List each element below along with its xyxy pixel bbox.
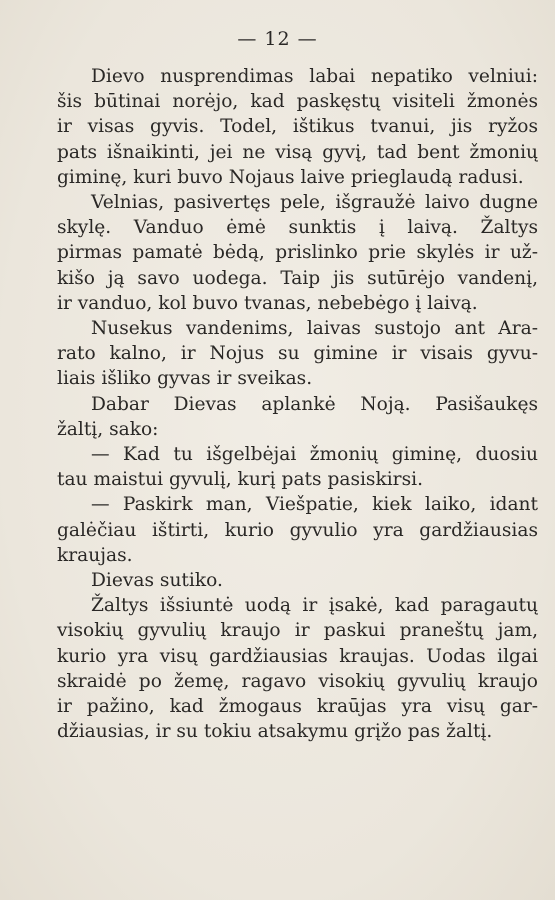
text-line: skraidė po žemę, ragavo visokių gyvulių kraujo	[57, 670, 538, 692]
text-line: Dievo nusprendimas labai nepatiko velniui:	[91, 66, 538, 87]
paragraph	[57, 190, 538, 316]
paragraph	[57, 316, 538, 392]
paragraph	[57, 64, 538, 190]
text-line: tau maistui gyvulį, kurį pats pasiskirsi.	[57, 469, 423, 491]
text-line: džiausias, ir su tokiu atsakymu grįžo pas žaltį.	[57, 721, 493, 743]
paragraph	[57, 593, 538, 744]
text-line: šis būtinai norėjo, kad paskęstų visiteli žmonės	[57, 91, 538, 113]
text-line: kišo ją savo uodega. Taip jis sutūrėjo vandenį,	[57, 267, 538, 289]
page-number: — 12 —	[237, 28, 318, 50]
paragraph	[57, 492, 538, 568]
text-line: ir pažino, kad žmogaus kraūjas yra visų gar-	[57, 696, 538, 718]
paragraph	[57, 392, 538, 442]
text-line: rato kalno, ir Nojus su gimine ir visais gyvu-	[57, 343, 538, 365]
text-line: kurio yra visų gardžiausias kraujas. Uodas ilgai	[57, 645, 538, 667]
text-line: Žaltys išsiuntė uodą ir įsakė, kad paragautų	[91, 595, 538, 617]
text-line: ir vanduo, kol buvo tvanas, nebebėgo į laivą.	[57, 292, 478, 314]
text-line: ir visas gyvis. Todel, ištikus tvanui, jis ryžos	[57, 116, 538, 138]
text-line: visokių gyvulių kraujo ir paskui praneštų jam,	[57, 620, 538, 642]
text-line: galėčiau ištirti, kurio gyvulio yra gardžiausias	[57, 519, 538, 541]
text-line: giminę, kuri buvo Nojaus laive prieglaudą radusi.	[57, 166, 524, 188]
text-line: skylę. Vanduo ėmė sunktis į laivą. Žaltys	[57, 217, 538, 239]
text-line: pirmas pamatė bėdą, prislinko prie skylės ir už-	[57, 242, 538, 264]
body-text	[57, 64, 538, 744]
paragraph	[57, 442, 538, 492]
text-line: — Kad tu išgelbėjai žmonių giminę, duosiu	[91, 444, 538, 466]
paragraph	[57, 568, 538, 593]
text-line: Dabar Dievas aplankė Noją. Pasišaukęs	[91, 393, 538, 415]
text-line: pats išnaikinti, jei ne visą gyvį, tad bent žmonių	[57, 141, 538, 163]
text-line: — Paskirk man, Viešpatie, kiek laiko, idant	[91, 494, 538, 516]
text-line: Dievas sutiko.	[91, 570, 223, 592]
text-line: žaltį, sako:	[57, 418, 159, 440]
text-line: kraujas.	[57, 544, 133, 566]
text-line: liais išliko gyvas ir sveikas.	[57, 368, 313, 390]
text-line: Velnias, pasivertęs pele, išgraužė laivo dugne	[91, 192, 538, 214]
text-line: Nusekus vandenims, laivas sustojo ant Ara-	[91, 318, 538, 340]
